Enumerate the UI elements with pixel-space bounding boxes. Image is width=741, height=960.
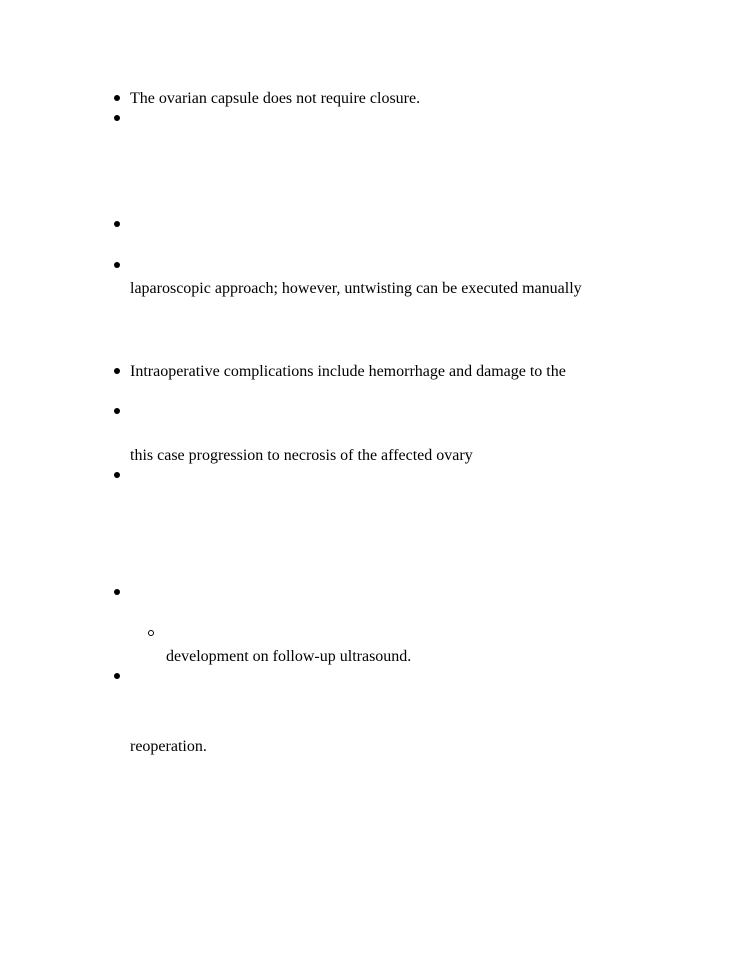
bullet-5 — [114, 368, 120, 374]
text-line-5: development on follow-up ultrasound. — [166, 648, 412, 665]
text-line-6: reoperation. — [130, 738, 207, 755]
text-line-1: The ovarian capsule does not require closure. — [130, 90, 421, 107]
bullet-1 — [114, 95, 120, 101]
text-line-2: laparoscopic approach; however, untwisting can be executed manually — [130, 280, 582, 297]
bullet-6 — [114, 408, 120, 414]
bullet-3 — [114, 221, 120, 227]
bullet-2 — [114, 115, 120, 121]
sub-bullet-1 — [148, 630, 154, 636]
text-line-3: Intraoperative complications include hemorrhage and damage to the — [130, 363, 566, 380]
text-line-4: this case progression to necrosis of the affected ovary — [130, 447, 473, 464]
bullet-7 — [114, 472, 120, 478]
bullet-9 — [114, 673, 120, 679]
bullet-4 — [114, 262, 120, 268]
bullet-8 — [114, 589, 120, 595]
